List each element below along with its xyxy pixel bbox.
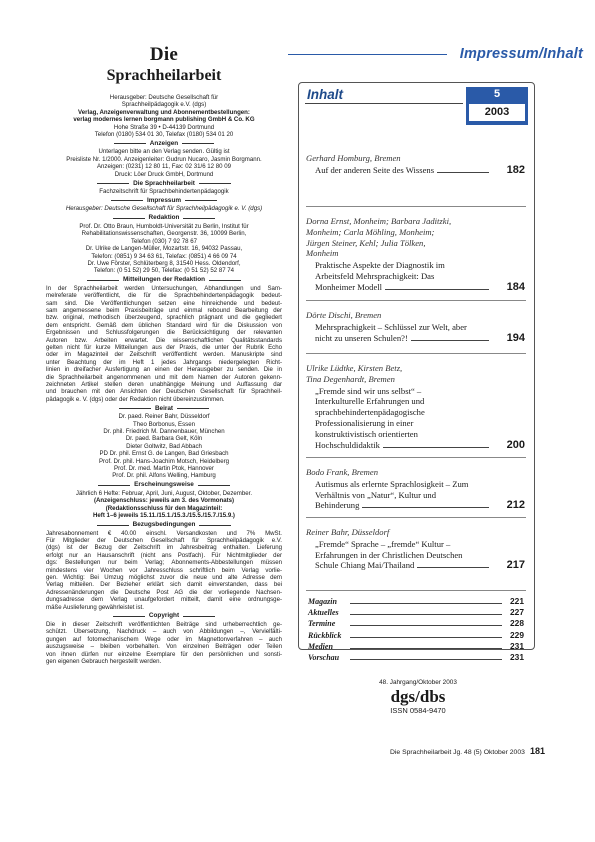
impressum-line: auszugsweise – bleiben vorbehalten. Von einzelnen Beiträgen oder Teilen — [46, 643, 282, 651]
contents-heading: Inhalt — [307, 87, 343, 102]
section-heading: Anzeigen — [46, 140, 282, 148]
page-footer — [390, 746, 545, 756]
rubric-name: Magazin — [308, 597, 337, 606]
toc-title-line: konstruktivistisch orientierten — [315, 428, 418, 439]
section-heading: Bezugsbedingungen — [46, 521, 282, 529]
toc-rubric-row[interactable] — [308, 618, 524, 629]
impressum-line: Hohe Straße 39 • D-44139 Dortmund — [113, 123, 215, 131]
impressum-line: Verlag mitteilen. Der Bezieher erklärt sich damit einverstanden, dass bei — [46, 581, 282, 589]
impressum-line: pädagogik e. V. (dgs) oder der Redaktion nicht übereinzustimmen. — [46, 395, 225, 403]
impressum-line: Ergebnissen und Schlussfolgerungen die Berücksichtigung der relevanten — [46, 329, 282, 337]
rubric-name: Medien — [308, 641, 333, 651]
toc-rubric-row[interactable] — [308, 607, 524, 618]
impressum-line: Prof. Dr. Otto Braun, Humboldt-Universität zu Berlin, Institut für — [79, 222, 249, 230]
impressum-line: sam sind. Die Veröffentlichungen setzen eine hinreichende und bedeut- — [46, 299, 282, 307]
impressum-line: sam angemessene beim Praxisbeiträge und einmal rebound Bearbeitung der — [46, 306, 282, 314]
rubric-name: Rückblick — [308, 630, 342, 640]
impressum-line: Telefon (030) 7 92 78 67 — [130, 237, 198, 245]
impressum-line: bzw. original, methodisch überzeugend, sprachlich prägnant und die gegliedert — [46, 314, 282, 322]
toc-author: Monheim — [306, 248, 339, 259]
impressum-line: gen. Wichtig: Bei Umzug möglichst zuvor die neue und alte Adresse dem — [46, 573, 282, 581]
rubric-name: Vorschau — [308, 653, 340, 662]
impressum-line: Adressenänderungen die Deutsche Post AG die der vorliegende Nachsen- — [46, 588, 282, 596]
impressum-line: Rehabilitationswissenschaften, Georgenstr. 36, 10099 Berlin, — [81, 230, 247, 238]
rubric-page-number: 231 — [510, 640, 524, 651]
toc-title-line: Schule Chiang Mai/Thailand — [315, 560, 415, 571]
masthead-subtitle: Sprachheilarbeit — [106, 67, 222, 84]
toc-leader-line — [362, 507, 489, 508]
page-number: 181 — [529, 746, 545, 756]
toc-author: Bodo Frank, Bremen — [306, 467, 378, 477]
section-heading: Redaktion — [46, 214, 282, 222]
toc-title-line: „Fremde“ Sprache – „fremde“ Kultur – — [315, 538, 451, 549]
impressum-line: Dr. paed. Reiner Bahr, Düsseldorf — [118, 413, 210, 421]
toc-title-line: „Fremde sind wir uns selbst“ – — [315, 385, 422, 396]
impressum-line: Prof. Dr. phil. Alfons Welling, Hamburg — [112, 472, 216, 480]
toc-title-line: Arbeitsfeld Mehrsprachigkeit: Das — [315, 270, 435, 281]
toc-rubric-row[interactable] — [308, 630, 524, 641]
impressum-line: Autoren bzw. Arbeiten erwartet. Die wissenschaftlichen Qualitätsstandards — [46, 336, 282, 344]
impressum-line: gungen auf fotomechanischem Wege oder im Magnettonverfahren – auch — [46, 635, 282, 643]
impressum-line: und brauchen mit den Ansichten der Deutschen Gesellschaft für Sprachheil- — [46, 388, 282, 396]
impressum-line: Druck: Löer Druck GmbH, Dortmund — [114, 170, 214, 178]
toc-separator — [306, 206, 526, 207]
toc-author: Tina Degenhardt, Bremen — [306, 373, 395, 384]
rubric-page-number: 228 — [510, 618, 524, 629]
rubric-page-number: 227 — [510, 607, 524, 618]
rubric-leader-line — [350, 637, 502, 638]
section-heading: Impressum — [46, 197, 282, 205]
impressum-line: Telefon (0180) 534 01 30, Telefax (0180) 534 01 20 — [94, 131, 234, 139]
toc-separator — [306, 353, 526, 354]
rubric-name: Aktuelles — [308, 608, 339, 618]
impressum-column — [46, 44, 282, 665]
impressum-line: melreferate veröffentlicht, die für die Sprachbehindertenpädagogik bedeut- — [46, 292, 282, 300]
impressum-line: Telefon: (0851) 9 34 63 61, Telefax: (0851) 4 66 09 74 — [91, 252, 237, 260]
toc-separator — [306, 517, 526, 518]
issue-year: 2003 — [469, 104, 525, 121]
impressum-line: gelten nicht für kurze Mitteilungen aus der Praxis, die unter der Rubrik Echo — [46, 343, 282, 351]
toc-separator — [306, 590, 526, 591]
toc-page-number: 182 — [506, 163, 525, 176]
impressum-line: oder im Magazinteil der Zeitschrift veröffentlicht werden. Manuskripte sind — [46, 351, 282, 359]
impressum-line: Dr. phil. Friedrich M. Dannenbauer, München — [103, 428, 225, 436]
toc-rubric-row[interactable] — [308, 652, 524, 663]
toc-author: Dorna Ernst, Monheim; Barbara Jaditzki, — [306, 216, 452, 226]
toc-title-line: Hochschuldidaktik — [315, 439, 380, 450]
impressum-line: Herausgeber: Deutsche Gesellschaft für — [109, 94, 219, 101]
toc-page-number: 217 — [506, 559, 525, 572]
rubric-page-number: 231 — [510, 652, 524, 662]
impressum-line: zeichneten Artikel stellen deren unabhängige Meinung und Auffassung dar — [46, 381, 282, 388]
impressum-line: (Anzeigenschluss: jeweils am 3. des Vormonats) — [93, 497, 235, 505]
section-banner — [288, 46, 585, 64]
rubric-leader-line — [350, 614, 502, 615]
impressum-line: Verlag, Anzeigenverwaltung und Abonnementbestellungen: — [78, 108, 250, 116]
impressum-line: Dr. paed. Barbara Gelt, Köln — [125, 435, 203, 443]
section-heading: Mitteilungen der Redaktion — [46, 276, 282, 284]
toc-leader-line — [437, 172, 489, 173]
edition-line: 48. Jahrgang/Oktober 2003 — [379, 679, 457, 686]
toc-article-title[interactable] — [315, 539, 525, 571]
impressum-line: Für Mitglieder der Deutschen Gesellschaft für Sprachheilpädagogik e.V. — [46, 536, 282, 544]
toc-title-line: Erfahrungen in der Christlichen Deutschen — [315, 549, 463, 560]
impressum-line: dungsadresse dem Verlag unaufgefordert mitteilt, damit eine ordnungsge- — [46, 596, 282, 604]
issue-number: 5 — [493, 88, 501, 100]
impressum-line: unter Beachtung der im Heft 1 jedes Jahrgangs niedergelegten Richt- — [46, 358, 282, 366]
impressum-line: (dgs) ist der Bezug der Zeitschrift im Jahresbeitrag enthalten. Lieferung — [46, 544, 282, 552]
toc-title-line: Verhältnis von „Natur“, Kultur und — [315, 489, 436, 500]
toc-article-title[interactable] — [315, 479, 525, 511]
toc-author: Gerhard Homburg, Bremen — [306, 153, 401, 163]
section-heading: Erscheinungsweise — [46, 481, 282, 489]
toc-leader-line — [417, 567, 489, 568]
impressum-line: Die in dieser Zeitschrift veröffentlichten Beiträge sind urheberrechtlich ge- — [46, 620, 282, 628]
impressum-line: Telefon: (0 51 52) 29 50, Telefax: (0 51 52) 52 87 74 — [93, 267, 235, 275]
impressum-line: mindestens vier Wochen vor Jahresschluss schriftlich beim Verlag vorlie- — [46, 566, 282, 574]
toc-title-line: Interkulturelle Erfahrungen und — [315, 396, 425, 407]
toc-author: Ulrike Lüdtke, Kirsten Betz, — [306, 363, 403, 373]
rubric-leader-line — [350, 603, 502, 604]
impressum-line: von ihnen dürfen nur einzelne Exemplare für den persönlichen und sonsti- — [46, 650, 282, 658]
section-heading: Beirat — [46, 405, 282, 413]
impressum-line: Dr. Uwe Förster, Schlüterberg 8, 31540 Hess. Oldendorf, — [87, 259, 241, 267]
impressum-line: schützt. Übersetzung, Nachdruck – auch von Abbildungen –, Vervielfälti- — [46, 628, 282, 636]
toc-article-title[interactable] — [315, 260, 525, 292]
impressum-body — [46, 94, 282, 665]
impressum-line: erfolgt nur an Hausanschrift (nicht ans Postfach). Für Nichtmitglieder der — [46, 551, 282, 559]
impressum-line: Dieter Goltwitz, Bad Abbach — [126, 442, 202, 450]
toc-article-title[interactable] — [315, 165, 525, 176]
toc-article-title[interactable] — [315, 386, 525, 451]
toc-author: Dörte Dischi, Bremen — [306, 310, 382, 320]
toc-leader-line — [385, 289, 489, 290]
impressum-line: Dr. Ulrike de Langen-Müller, Mozartstr. 16, 94032 Passau, — [85, 245, 243, 253]
brand-logo-text: dgs/dbs — [390, 687, 446, 706]
toc-leader-line — [383, 447, 489, 448]
section-heading: Die Sprachheilarbeit — [46, 180, 282, 188]
impressum-line: Herausgeber: Deutsche Gesellschaft für Sprachheilpädagogik e. V. (dgs) — [65, 205, 263, 213]
impressum-line: Jahresabonnement € 40.00 einschl. Versandkosten und 7% MwSt. — [46, 529, 282, 537]
impressum-line: Fachzeitschrift für Sprachbehindertenpädagogik — [99, 188, 229, 196]
impressum-line: gen eigenen Gebrauch hergestellt werden. — [46, 658, 162, 665]
footer-citation: Die Sprachheilarbeit Jg. 48 (5) Oktober 2003 — [390, 749, 525, 756]
toc-rubric-row[interactable] — [308, 596, 524, 607]
rubric-page-number: 229 — [510, 629, 524, 640]
impressum-line: dgs: Bestellungen nur beim Verlag; Abonnements-Abbestellungen müssen — [46, 559, 282, 567]
rubric-page-number: 221 — [510, 596, 524, 606]
toc-page-number: 184 — [506, 280, 525, 293]
impressum-line: (Redaktionsschluss für den Magazinteil: — [105, 504, 223, 512]
masthead-title: Die — [149, 44, 179, 65]
banner-title: Impressum/Inhalt — [459, 46, 583, 62]
rubric-leader-line — [350, 625, 502, 626]
toc-article-title[interactable] — [315, 322, 525, 344]
impressum-line: verlag modernes lernen borgmann publishing GmbH & Co. KG — [73, 116, 255, 124]
impressum-line: Heft 1–6 jeweils 15.11./15.1./15.3./15.5./15.7./15.9.) — [93, 512, 235, 520]
impressum-line: Jährlich 6 Hefte: Februar, April, Juni, August, Oktober, Dezember. — [75, 489, 253, 497]
toc-title-line: Monheimer Modell — [315, 281, 383, 292]
impressum-line: Prof. Dr. phil. Hans-Joachim Motsch, Heidelberg — [98, 457, 230, 465]
impressum-line: Theo Borbonus, Essen — [133, 420, 195, 428]
impressum-line: PD Dr. phil. Ernst G. de Langen, Bad Griesbach — [99, 450, 229, 458]
rubric-leader-line — [350, 659, 502, 660]
toc-author: Jürgen Steiner, Kehl; Julia Tölken, — [306, 237, 426, 248]
impressum-line: linien in dreifacher Ausfertigung an einen der Herausgeber zu senden. Die in — [46, 366, 282, 374]
impressum-line: Anzeigen: (0231) 12 80 11, Fax: 02 31/6 12 80 09 — [96, 163, 232, 171]
toc-author: Monheim; Carla Möhling, Monheim; — [306, 226, 435, 237]
toc-author: Reiner Bahr, Düsseldorf — [306, 527, 390, 537]
toc-title-line: Autismus als erlernte Sprachlosigkeit – Zum — [315, 478, 469, 489]
issn-number: ISSN 0584-9470 — [390, 706, 446, 715]
toc-title-line: Auf der anderen Seite des Wissens — [315, 164, 435, 175]
toc-title-line: Behinderung — [315, 500, 360, 511]
section-heading: Copyright — [46, 612, 282, 620]
impressum-line: Prof. Dr. med. Martin Ptok, Hannover — [114, 465, 214, 473]
impressum-line: In der Sprachheilarbeit werden Untersuchungen, Abhandlungen und Sam- — [46, 284, 282, 292]
toc-title-line: Mehrsprachigkeit – Schlüssel zur Welt, aber — [315, 321, 467, 332]
rubric-leader-line — [350, 648, 502, 649]
rubric-name: Termine — [308, 619, 336, 629]
toc-separator — [306, 300, 526, 301]
toc-rubric-row[interactable] — [308, 641, 524, 652]
toc-leader-line — [411, 340, 489, 341]
banner-rule — [288, 54, 447, 55]
toc-page-number: 194 — [506, 331, 525, 344]
impressum-line: die Sprachheilarbeit angenommenen und mit dem Namen der Autoren gekenn- — [46, 373, 282, 381]
toc-page-number: 212 — [506, 499, 525, 512]
toc-separator — [306, 457, 526, 458]
toc-title-line: sprachbehindertenpädagogische — [315, 407, 425, 418]
impressum-line: Sprachheilpädagogik e.V. (dgs) — [121, 101, 207, 109]
impressum-line: Preisliste Nr. 1/2000. Anzeigenleiter: Gudrun Nucaro, Jasmin Borgmann. — [66, 155, 262, 163]
toc-title-line: nicht zu unseren Schulen?! — [315, 332, 408, 343]
toc-title-line: Professionalisierung in einer — [315, 417, 414, 428]
toc-page-number: 200 — [506, 438, 525, 451]
impressum-line: dem entspricht. Gemäß dem üblichen Standard wird für die Diskussion von — [46, 321, 282, 329]
impressum-line: mäße Auslieferung gewährleistet ist. — [46, 603, 144, 611]
contents-heading-rule — [305, 103, 463, 104]
toc-title-line: Praktische Aspekte der Diagnostik im — [315, 260, 445, 271]
impressum-line: Unterlagen bitte an den Verlag senden. Gültig ist — [98, 148, 230, 156]
